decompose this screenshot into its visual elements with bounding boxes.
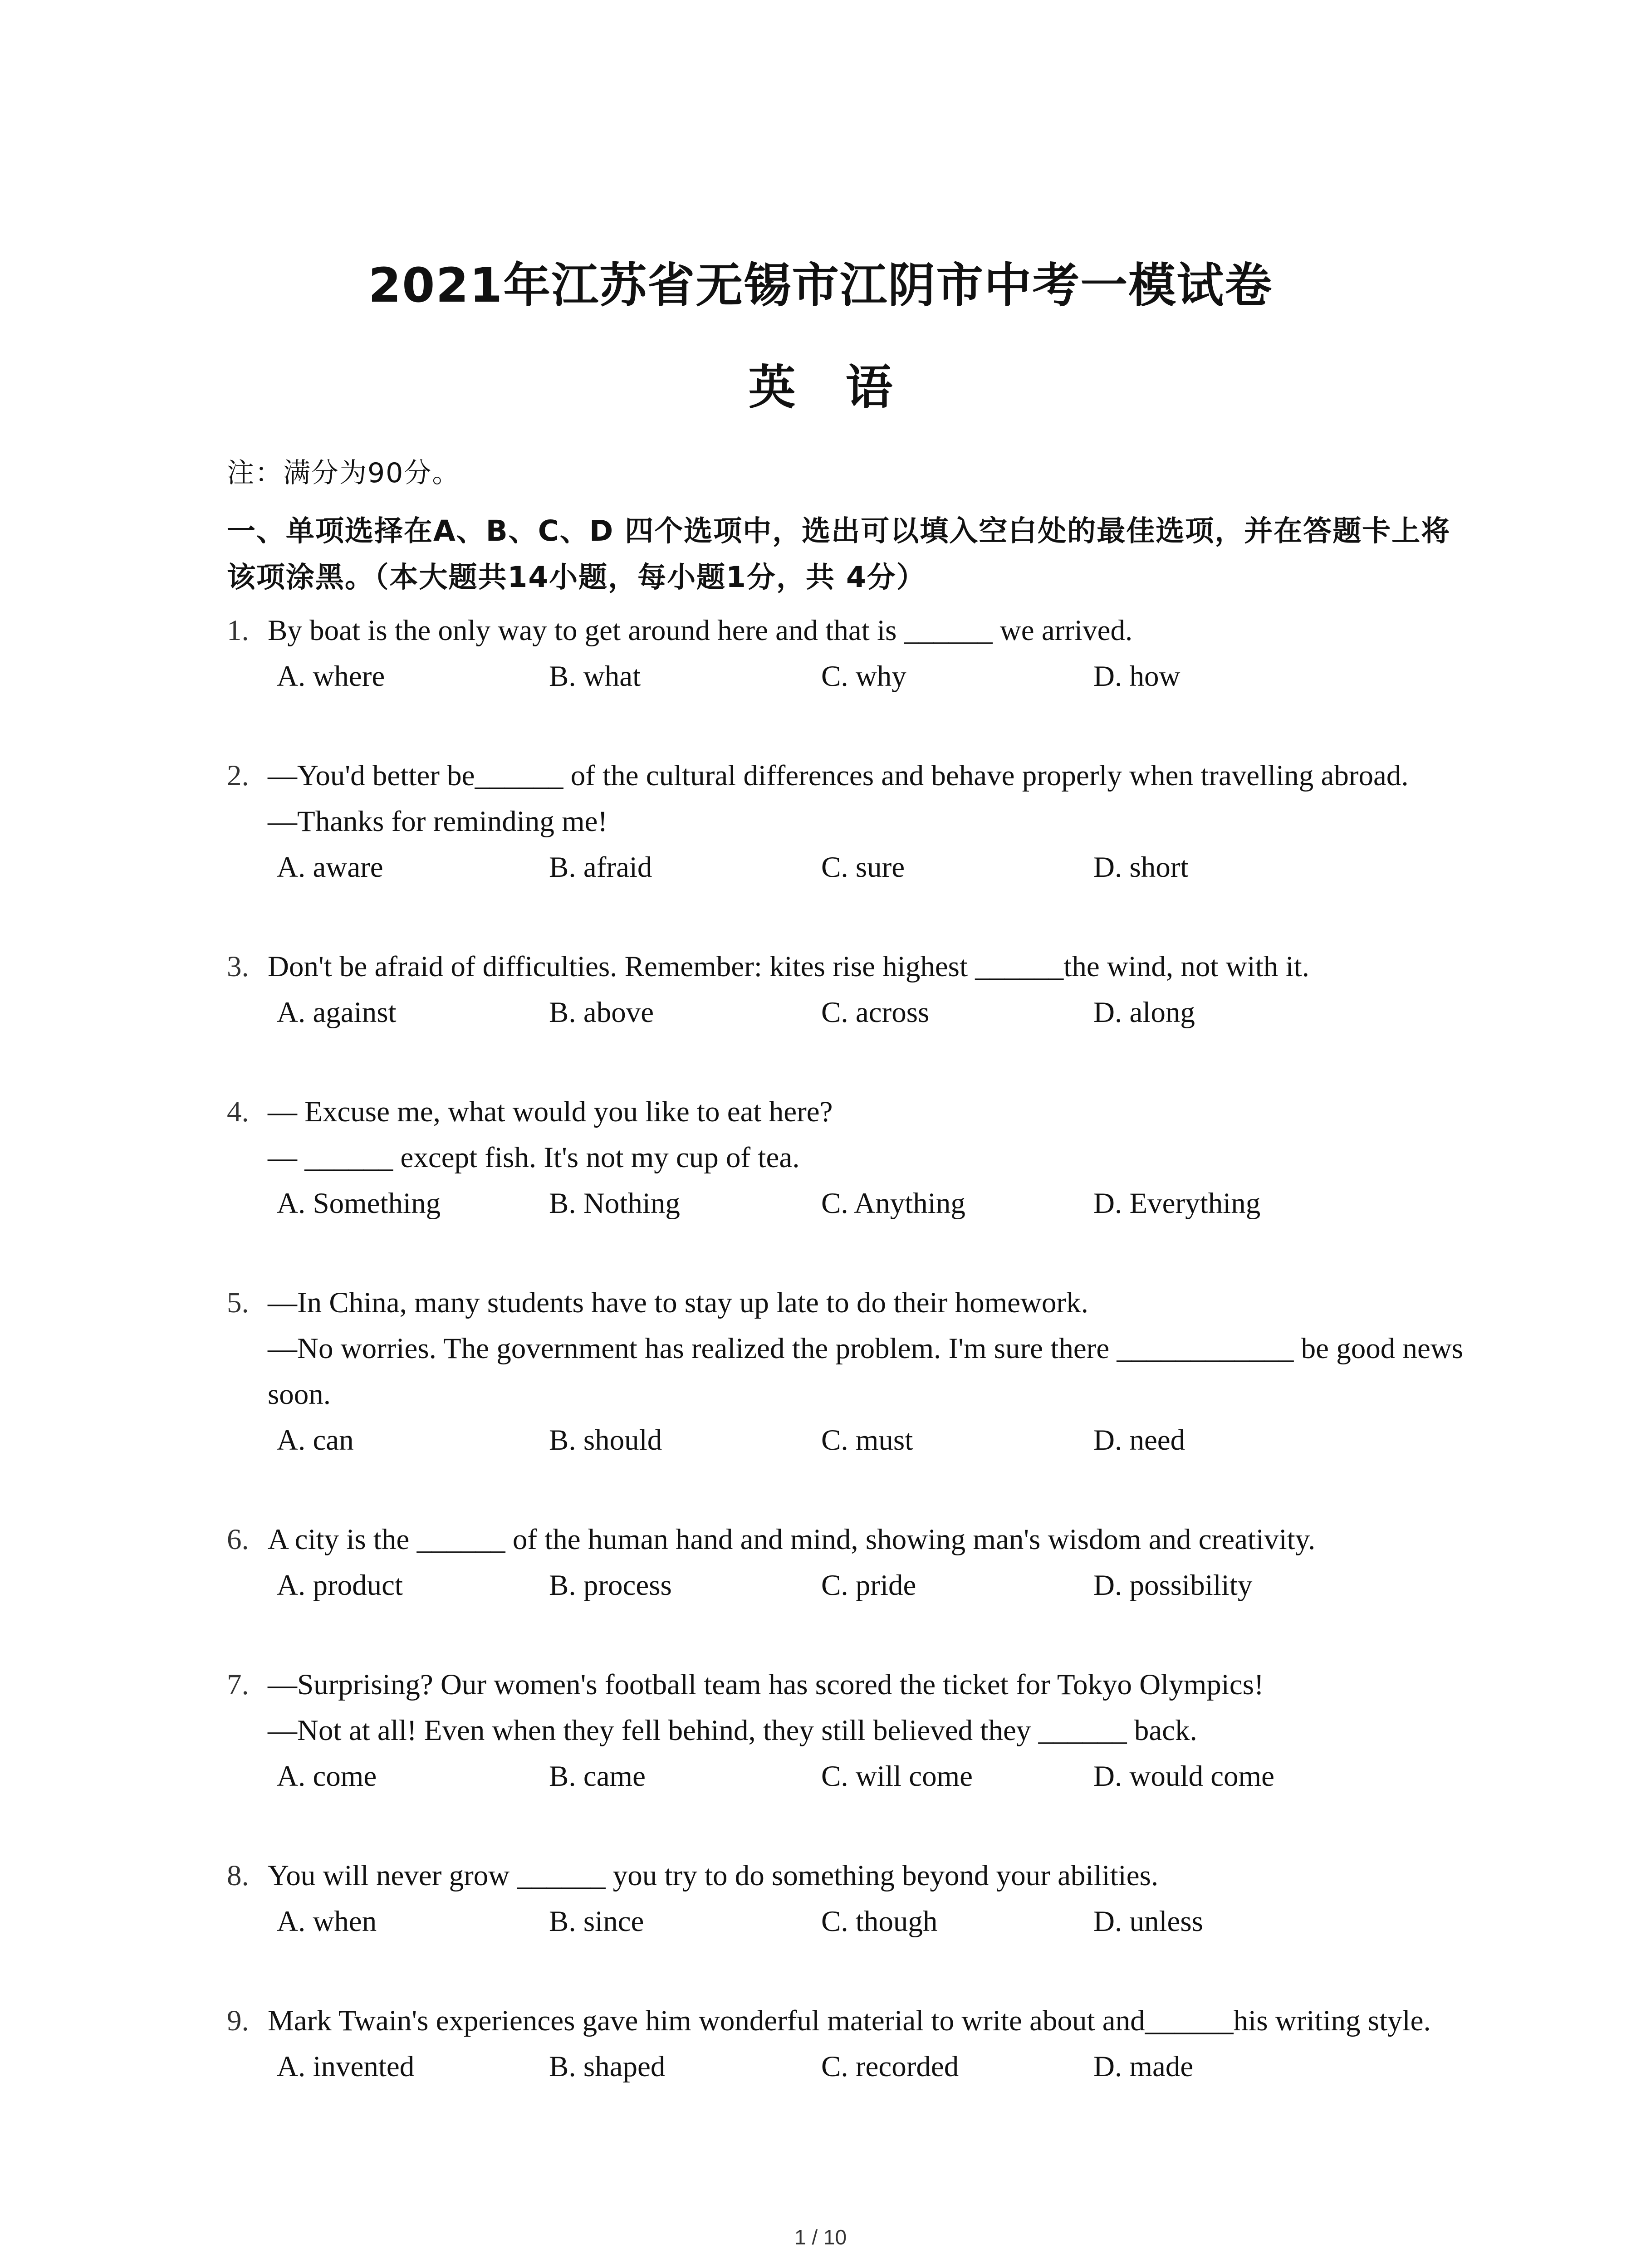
question-text: —No worries. The government has realized the problem. I'm sure there ____________ be good news soon. (268, 1332, 1464, 1411)
answer-option: B. since (549, 1905, 644, 1938)
answer-options (227, 654, 1479, 699)
question-text: By boat is the only way to get around here and that is ______ we arrived. (268, 614, 1133, 647)
question-line (227, 753, 1479, 799)
section-heading: 一、单项选择在A、B、C、D 四个选项中，选出可以填入空白处的最佳选项，并在答题卡上将该项涂黑。（本大题共14小题，每小题1分，共 4分） (227, 514, 1451, 594)
question-line (227, 944, 1479, 990)
question-line (227, 608, 1479, 654)
question-line (227, 1853, 1479, 1899)
answer-option: B. afraid (549, 851, 652, 884)
answer-option: D. need (1093, 1424, 1185, 1457)
answer-option: A. Something (277, 1187, 441, 1220)
question-line (227, 1517, 1479, 1563)
answer-option: B. shaped (549, 2050, 666, 2083)
question-item (227, 1280, 1479, 1463)
question-text: Mark Twain's experiences gave him wonderful material to write about and______his writing style. (268, 2004, 1431, 2037)
question-number: 6. (227, 1523, 249, 1556)
question-line (227, 1326, 1479, 1418)
answer-options (227, 1754, 1479, 1799)
answer-options (227, 1181, 1479, 1227)
question-line (227, 1089, 1479, 1135)
score-note: 注：满分为90分。 (227, 457, 460, 489)
answer-option: C. though (821, 1905, 938, 1938)
question-number: 5. (227, 1286, 249, 1319)
answer-options (227, 990, 1479, 1036)
question-item (227, 1662, 1479, 1799)
question-text: Don't be afraid of difficulties. Remember: kites rise highest ______the wind, not with it. (268, 950, 1309, 983)
answer-option: D. made (1093, 2050, 1194, 2083)
answer-option: A. aware (277, 851, 383, 884)
answer-option: D. unless (1093, 1905, 1203, 1938)
answer-option: A. can (277, 1424, 354, 1457)
answer-option: D. Everything (1093, 1187, 1261, 1220)
question-text: — Excuse me, what would you like to eat here? (268, 1095, 833, 1128)
answer-option: C. recorded (821, 2050, 959, 2083)
question-text: —Thanks for reminding me! (268, 805, 608, 838)
question-line (227, 799, 1479, 845)
answer-option: C. across (821, 996, 930, 1029)
question-line (227, 1662, 1479, 1708)
question-item (227, 1517, 1479, 1608)
answer-option: D. along (1093, 996, 1195, 1029)
question-number: 3. (227, 950, 249, 983)
question-item (227, 1853, 1479, 1945)
question-number: 7. (227, 1668, 249, 1701)
question-line (227, 1280, 1479, 1326)
answer-option: A. come (277, 1760, 377, 1793)
question-number: 8. (227, 1859, 249, 1892)
answer-option: C. Anything (821, 1187, 965, 1220)
question-text: —In China, many students have to stay up late to do their homework. (268, 1286, 1088, 1319)
answer-option: C. why (821, 660, 906, 693)
question-text: — ______ except fish. It's not my cup of tea. (268, 1141, 800, 1174)
question-line (227, 1135, 1479, 1181)
page-number: 1 / 10 (794, 2225, 847, 2249)
question-text: —You'd better be______ of the cultural differences and behave properly when travelling abroad. (268, 759, 1409, 792)
exam-title: 2021年江苏省无锡市江阴市中考一模试卷 (368, 258, 1273, 313)
answer-option: C. must (821, 1424, 913, 1457)
answer-option: B. came (549, 1760, 646, 1793)
question-text: A city is the ______ of the human hand and mind, showing man's wisdom and creativity. (268, 1523, 1316, 1556)
answer-options (227, 1899, 1479, 1945)
answer-option: D. how (1093, 660, 1181, 693)
answer-options (227, 1418, 1479, 1463)
question-text: —Surprising? Our women's football team has scored the ticket for Tokyo Olympics! (268, 1668, 1264, 1701)
question-number: 4. (227, 1095, 249, 1128)
question-list (227, 608, 1479, 2143)
question-text: —Not at all! Even when they fell behind, they still believed they ______ back. (268, 1714, 1197, 1747)
answer-option: D. short (1093, 851, 1189, 884)
answer-option: B. process (549, 1569, 672, 1602)
question-text: You will never grow ______ you try to do something beyond your abilities. (268, 1859, 1159, 1892)
answer-option: B. should (549, 1424, 662, 1457)
answer-option: C. pride (821, 1569, 916, 1602)
subject-title: 英语 (748, 360, 943, 415)
answer-option: A. against (277, 996, 397, 1029)
question-item (227, 753, 1479, 890)
question-line (227, 1708, 1479, 1754)
question-number: 9. (227, 2004, 249, 2037)
answer-option: D. possibility (1093, 1569, 1253, 1602)
question-line (227, 1998, 1479, 2044)
answer-option: A. product (277, 1569, 403, 1602)
question-item (227, 944, 1479, 1036)
answer-option: A. when (277, 1905, 377, 1938)
answer-option: B. above (549, 996, 654, 1029)
question-item (227, 1089, 1479, 1227)
answer-options (227, 2044, 1479, 2090)
question-item (227, 608, 1479, 699)
question-item (227, 1998, 1479, 2090)
answer-option: A. invented (277, 2050, 415, 2083)
question-number: 1. (227, 614, 249, 647)
answer-option: A. where (277, 660, 385, 693)
question-number: 2. (227, 759, 249, 792)
answer-option: C. sure (821, 851, 905, 884)
answer-option: B. Nothing (549, 1187, 680, 1220)
answer-option: D. would come (1093, 1760, 1274, 1793)
answer-options (227, 845, 1479, 890)
answer-options (227, 1563, 1479, 1608)
answer-option: C. will come (821, 1760, 973, 1793)
answer-option: B. what (549, 660, 641, 693)
